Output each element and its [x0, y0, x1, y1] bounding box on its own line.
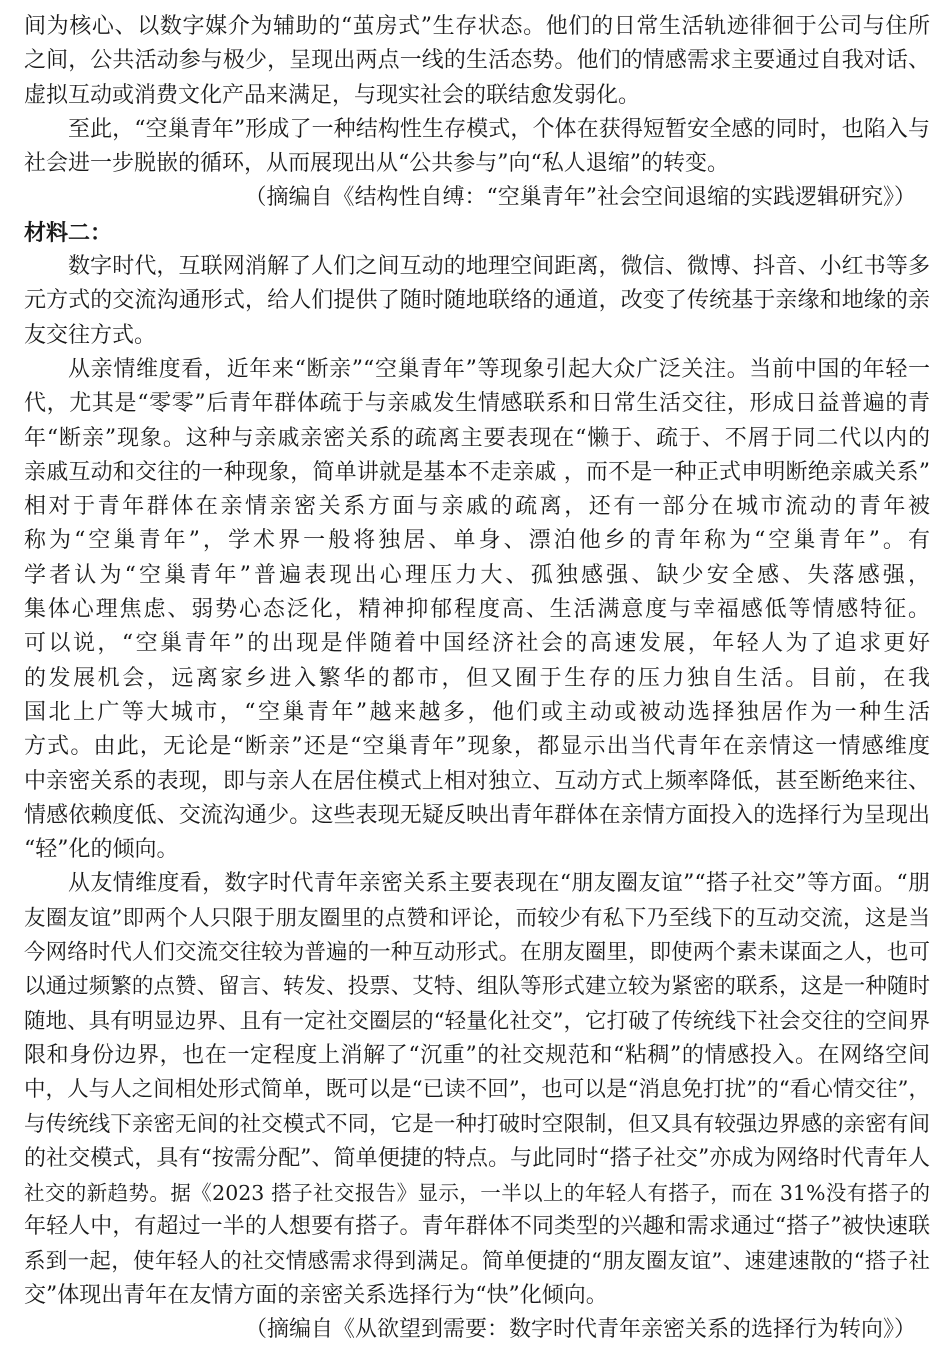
paragraph-line: 相对于青年群体在亲情亲密关系方面与亲戚的疏离，还有一部分在城市流动的青年被 — [24, 494, 930, 520]
paragraph-line: 今网络时代人们交流交往较为普遍的一种互动形式。在朋友圈里，即使两个素未谋面之人，也可 — [24, 940, 930, 966]
paragraph-line: 随地、具有明显边界、且有一定社交圈层的“轻量化社交”，它打破了传统线下社会交往的空间界 — [24, 1008, 930, 1034]
paragraph-line: 中，人与人之间相处形式简单，既可以是“已读不回”，也可以是“消息免打扰”的“看心情交往”， — [24, 1077, 930, 1103]
document-page — [24, 10, 930, 1348]
paragraph-line: 年“断亲”现象。这种与亲戚亲密关系的疏离主要表现在“懒于、疏于、不屑于同二代以内的 — [24, 425, 930, 451]
paragraph-line: 从亲情维度看，近年来“断亲”“空巢青年”等现象引起大众广泛关注。当前中国的年轻一 — [68, 356, 930, 382]
paragraph-line: 的发展机会，远离家乡进入繁华的都市，但又囿于生存的压力独自生活。目前，在我 — [24, 665, 930, 691]
source-citation: （摘编自《从欲望到需要：数字时代青年亲密关系的选择行为转向》） — [244, 1317, 916, 1343]
paragraph-line: 数字时代，互联网消解了人们之间互动的地理空间距离，微信、微博、抖音、小红书等多 — [68, 254, 930, 280]
paragraph-line: 可以说，“空巢青年”的出现是伴随着中国经济社会的高速发展，年轻人为了追求更好 — [24, 631, 930, 657]
paragraph-line: 方式。由此，无论是“断亲”还是“空巢青年”现象，都显示出当代青年在亲情这一情感维度 — [24, 734, 930, 760]
paragraph-line: 之间，公共活动参与极少，呈现出两点一线的生活态势。他们的情感需求主要通过自我对话、 — [24, 48, 930, 74]
paragraph-line: 集体心理焦虑、弱势心态泛化，精神抑郁程度高、生活满意度与幸福感低等情感特征。 — [24, 597, 930, 623]
paragraph-line: 与传统线下亲密无间的社交模式不同，它是一种打破时空限制，但又具有较强边界感的亲密有间 — [24, 1111, 930, 1137]
paragraph-line: 中亲密关系的表现，即与亲人在居住模式上相对独立、互动方式上频率降低，甚至断绝来往、 — [24, 768, 930, 794]
paragraph-line: 交”体现出青年在友情方面的亲密关系选择行为“快”化倾向。 — [24, 1282, 608, 1308]
paragraph-line: 间为核心、以数字媒介为辅助的“茧房式”生存状态。他们的日常生活轨迹徘徊于公司与住所 — [24, 14, 930, 39]
paragraph-line: 国北上广等大城市，“空巢青年”越来越多，他们或主动或被动选择独居作为一种生活 — [24, 699, 930, 725]
paragraph-line: 从友情维度看，数字时代青年亲密关系主要表现在“朋友圈友谊”“搭子社交”等方面。“朋 — [68, 871, 930, 897]
paragraph-line: 虚拟互动或消费文化产品来满足，与现实社会的联结愈发弱化。 — [24, 82, 641, 108]
paragraph-line: 限和身份边界，也在一定程度上消解了“沉重”的社交规范和“粘稠”的情感投入。在网络空间 — [24, 1042, 930, 1068]
material-heading: 材料二： — [24, 219, 113, 246]
paragraph-line: 社交的新趋势。据《2023 搭子社交报告》显示，一半以上的年轻人有搭子，而在 31%没有搭子的 — [24, 1181, 930, 1206]
paragraph-line: 称为“空巢青年”，学术界一般将独居、单身、漂泊他乡的青年称为“空巢青年”。有 — [24, 528, 930, 554]
paragraph-line: 情感依赖度低、交流沟通少。这些表现无疑反映出青年群体在亲情方面投入的选择行为呈现出 — [24, 802, 930, 828]
paragraph-line: “轻”化的倾向。 — [24, 837, 179, 863]
paragraph-line: 代，尤其是“零零”后青年群体疏于与亲戚发生情感联系和日常生活交往，形成日益普遍的青 — [24, 391, 930, 417]
paragraph-line: 至此，“空巢青年”形成了一种结构性生存模式，个体在获得短暂安全感的同时，也陷入与 — [68, 116, 930, 142]
paragraph-line: 亲戚互动和交往的一种现象，简单讲就是基本不走亲戚 ，而不是一种正式申明断绝亲戚关系” — [24, 459, 930, 485]
paragraph-line: 年轻人中，有超过一半的人想要有搭子。青年群体不同类型的兴趣和需求通过“搭子”被快速联 — [24, 1214, 930, 1240]
paragraph-line: 的社交模式，具有“按需分配”、简单便捷的特点。与此同时“搭子社交”亦成为网络时代青年人 — [24, 1145, 930, 1171]
source-citation: （摘编自《结构性自缚：“空巢青年”社会空间退缩的实践逻辑研究》） — [244, 185, 916, 211]
paragraph-line: 以通过频繁的点赞、留言、转发、投票、艾特、组队等形式建立较为紧密的联系，这是一种随时 — [24, 974, 930, 1000]
paragraph-line: 友圈友谊”即两个人只限于朋友圈里的点赞和评论，而较少有私下乃至线下的互动交流，这是当 — [24, 905, 930, 931]
paragraph-line: 元方式的交流沟通形式，给人们提供了随时随地联络的通道，改变了传统基于亲缘和地缘的亲 — [24, 288, 930, 314]
paragraph-line: 系到一起，使年轻人的社交情感需求得到满足。简单便捷的“朋友圈友谊”、速建速散的“搭子社 — [24, 1248, 930, 1274]
paragraph-line: 社会进一步脱嵌的循环，从而展现出从“公共参与”向“私人退缩”的转变。 — [24, 151, 729, 177]
paragraph-line: 学者认为“空巢青年”普遍表现出心理压力大、孤独感强、缺少安全感、失落感强， — [24, 562, 930, 588]
paragraph-line: 友交往方式。 — [24, 322, 157, 348]
